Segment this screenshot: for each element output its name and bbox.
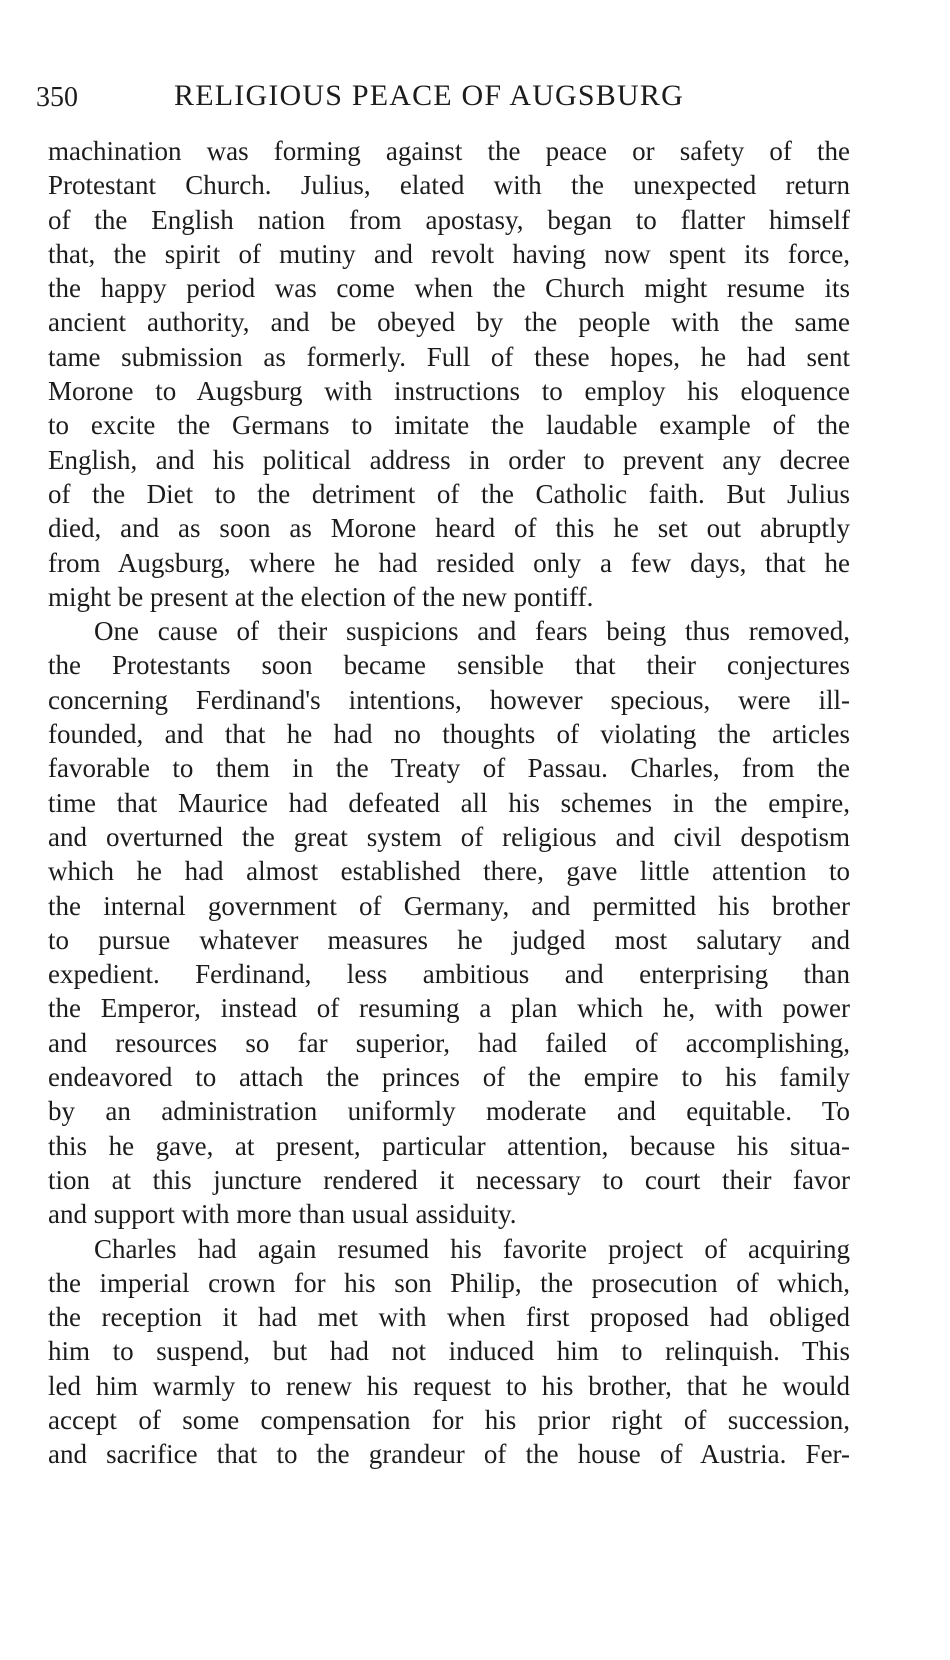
text-line: tion at this juncture rendered it necessary to court their favor bbox=[48, 1164, 850, 1195]
text-line: died, and as soon as Morone heard of this he set out abruptly bbox=[48, 513, 850, 544]
text-line: that, the spirit of mutiny and revolt having now spent its force, bbox=[48, 238, 850, 269]
text-line: from Augsburg, where he had resided only a few days, that he bbox=[48, 547, 850, 578]
text-line: time that Maurice had defeated all his schemes in the empire, bbox=[48, 787, 850, 818]
text-line: concerning Ferdinand's intentions, however specious, were ill- bbox=[48, 684, 850, 715]
text-line: the internal government of Germany, and permitted his brother bbox=[48, 890, 850, 921]
body-text bbox=[48, 134, 850, 1472]
text-line: English, and his political address in order to prevent any decree bbox=[48, 444, 850, 475]
text-line: of the Diet to the detriment of the Catholic faith. But Julius bbox=[48, 478, 850, 509]
text-line: him to suspend, but had not induced him to relinquish. This bbox=[48, 1336, 850, 1367]
text-line: Charles had again resumed his favorite project of acquiring bbox=[94, 1233, 850, 1264]
text-line: and sacrifice that to the grandeur of the house of Austria. Fer- bbox=[48, 1439, 850, 1470]
text-line: and support with more than usual assiduity. bbox=[48, 1199, 517, 1230]
text-line: the reception it had met with when first proposed had obliged bbox=[48, 1302, 850, 1333]
text-line: the Emperor, instead of resuming a plan which he, with power bbox=[48, 993, 850, 1024]
text-line: expedient. Ferdinand, less ambitious and enterprising than bbox=[48, 959, 850, 990]
text-line: and resources so far superior, had failed of accomplishing, bbox=[48, 1027, 850, 1058]
text-line: accept of some compensation for his prior right of succession, bbox=[48, 1404, 850, 1435]
text-line: endeavored to attach the princes of the empire to his family bbox=[48, 1062, 850, 1093]
text-line: Morone to Augsburg with instructions to employ his eloquence bbox=[48, 376, 850, 407]
text-line: by an administration uniformly moderate and equitable. To bbox=[48, 1096, 850, 1127]
page-number: 350 bbox=[36, 82, 78, 113]
chapter-title: RELIGIOUS PEACE OF AUGSBURG bbox=[174, 79, 684, 112]
running-head bbox=[36, 74, 886, 118]
paragraph bbox=[48, 1232, 850, 1472]
text-line: machination was forming against the peace or safety of the bbox=[48, 136, 850, 166]
text-line: Protestant Church. Julius, elated with the unexpected return bbox=[48, 170, 850, 201]
text-line: founded, and that he had no thoughts of violating the articles bbox=[48, 719, 850, 750]
text-line: led him warmly to renew his request to his brother, that he would bbox=[48, 1370, 850, 1401]
text-line: and overturned the great system of religious and civil despotism bbox=[48, 821, 850, 852]
text-line: One cause of their suspicions and fears being thus removed, bbox=[94, 616, 850, 647]
text-line: might be present at the election of the new pontiff. bbox=[48, 581, 594, 612]
text-line: favorable to them in the Treaty of Passau. Charles, from the bbox=[48, 753, 850, 784]
text-line: to pursue whatever measures he judged most salutary and bbox=[48, 924, 850, 955]
paragraph bbox=[48, 614, 850, 1231]
text-line: of the English nation from apostasy, began to flatter himself bbox=[48, 204, 850, 235]
text-line: ancient authority, and be obeyed by the people with the same bbox=[48, 307, 850, 338]
text-line: which he had almost established there, gave little attention to bbox=[48, 856, 850, 887]
text-line: the happy period was come when the Church might resume its bbox=[48, 273, 850, 304]
text-line: the Protestants soon became sensible that their conjectures bbox=[48, 650, 850, 681]
text-line: to excite the Germans to imitate the laudable example of the bbox=[48, 410, 850, 441]
text-line: the imperial crown for his son Philip, the prosecution of which, bbox=[48, 1267, 850, 1298]
text-line: tame submission as formerly. Full of these hopes, he had sent bbox=[48, 341, 850, 372]
text-line: this he gave, at present, particular attention, because his situa- bbox=[48, 1130, 850, 1161]
paragraph bbox=[48, 134, 850, 614]
